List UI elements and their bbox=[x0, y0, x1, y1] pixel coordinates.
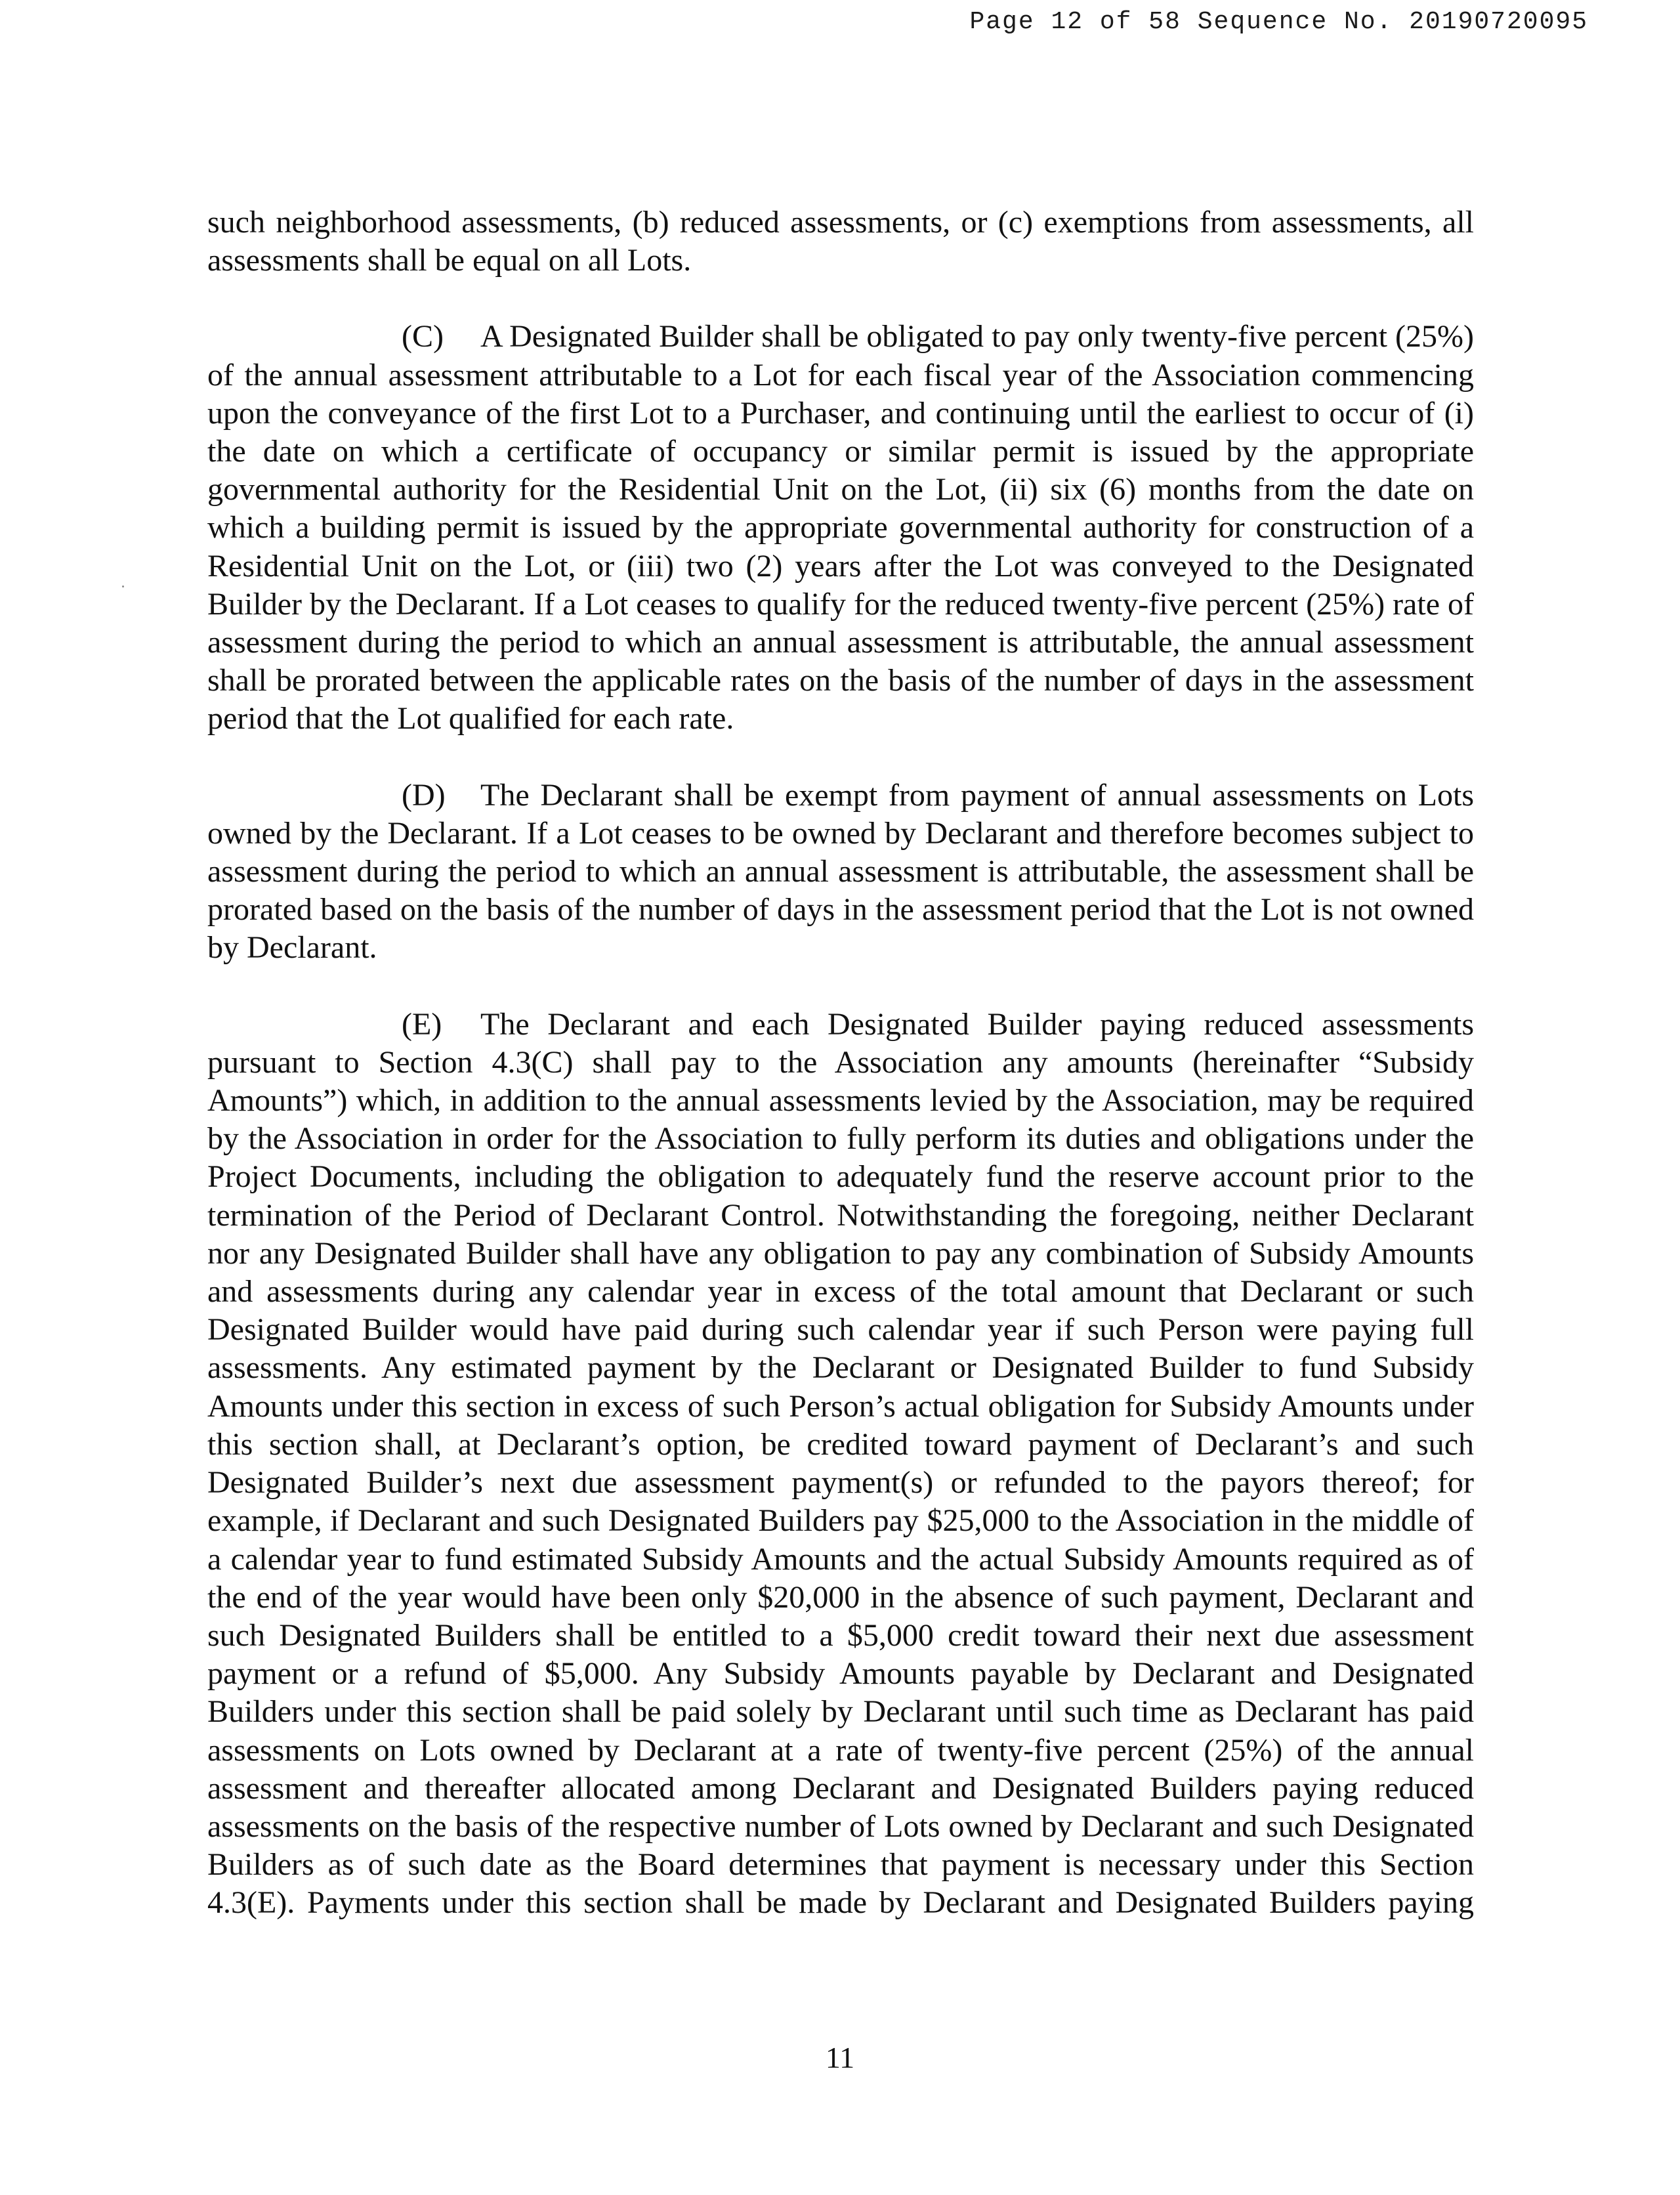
paragraph-c-text: A Designated Builder shall be obligated to pay only twenty-five percent (25%) of the annual assessment attributable to a Lot for each fiscal year of the Association commencing upon the conveyance of the first Lot to a Purchaser, and continuing until the earliest to occur of (i) the date on which a certificate of occupancy or similar permit is issued by the appropriate governmental authority for the Residential Unit on the Lot, (ii) six (6) months from the date on which a building permit is issued by the appropriate governmental authority for construction of a Residential Unit on the Lot, or (iii) two (2) years after the Lot was conveyed to the Designated Builder by the Declarant. If a Lot ceases to qualify for the reduced twenty-five percent (25%) rate of assessment during the period to which an annual assessment is attributable, the annual assessment shall be prorated between the applicable rates on the basis of the number of days in the assessment period that the Lot qualified for each rate. bbox=[207, 319, 1474, 736]
paragraph-e-label: (E) bbox=[402, 1006, 442, 1042]
page-number: 11 bbox=[825, 2041, 855, 2074]
document-body bbox=[207, 203, 1474, 1923]
paragraph-intro: such neighborhood assessments, (b) reduced assessments, or (c) exemptions from assessments, all assessments shall be equal on all Lots. bbox=[207, 205, 1474, 278]
paragraph-d-text: The Declarant shall be exempt from payment of annual assessments on Lots owned by the Declarant. If a Lot ceases to be owned by Declarant and therefore becomes subject to assessment during the period to which an annual assessment is attributable, the assessment shall be prorated based on the basis of the number of days in the assessment period that the Lot is not owned by Declarant. bbox=[207, 777, 1474, 966]
paragraph-d bbox=[207, 777, 1474, 968]
paragraph-c bbox=[207, 318, 1474, 738]
paragraph-d-label: (D) bbox=[402, 777, 446, 813]
paragraph-e bbox=[207, 1006, 1474, 1923]
page-header: Page 12 of 58 Sequence No. 20190720095 bbox=[969, 8, 1588, 36]
paragraph-c-label: (C) bbox=[402, 319, 444, 354]
scan-speck bbox=[122, 586, 124, 587]
paragraph-e-text: The Declarant and each Designated Builder paying reduced assessments pursuant to Section 4.3(C) shall pay to the Association any amounts (hereinafter “Subsidy Amounts”) which, in addition to the annual assessments levied by the Association, may be required by the Association in order for the Association to fully perform its duties and obligations under the Project Documents, including the obligation to adequately fund the reserve account prior to the termination of the Period of Declarant Control. Notwithstanding the foregoing, neither Declarant nor any Designated Builder shall have any obligation to pay any combination of Subsidy Amounts and assessments during any calendar year in excess of the total amount that Declarant or such Designated Builder would have paid during such calendar year if such Person were paying full assessments. Any estimated payment by the Declarant or Designated Builder to fund Subsidy Amounts under this section in excess of such Person’s actual obligation for Subsidy Amounts under this section shall, at Declarant’s option, be credited toward payment of Declarant’s and such Designated Builder’s next due assessment payment(s) or refunded to the payors thereof; for example, if Declarant and such Designated Builders pay $25,000 to the Association in the middle of a calendar year to fund estimated Subsidy Amounts and the actual Subsidy Amounts required as of the end of the year would have been only $20,000 in the absence of such payment, Declarant and such Designated Builders shall be entitled to a $5,000 credit toward their next due assessment payment or a refund of $5,000. Any Subsidy Amounts payable by Declarant and Designated Builders under this section shall be paid solely by Declarant until such time as Declarant has paid assessments on Lots owned by Declarant at a rate of twenty-five percent (25%) of the annual assessment and thereafter allocated among Declarant and Designated Builders paying reduced assessments on the basis of the respective number of Lots owned by Declarant and such Designated Builders as of such date as the Board determines that payment is necessary under this Section 4.3(E). Payments under this section shall be made by Declarant and Designated Builders paying bbox=[207, 1006, 1474, 1921]
